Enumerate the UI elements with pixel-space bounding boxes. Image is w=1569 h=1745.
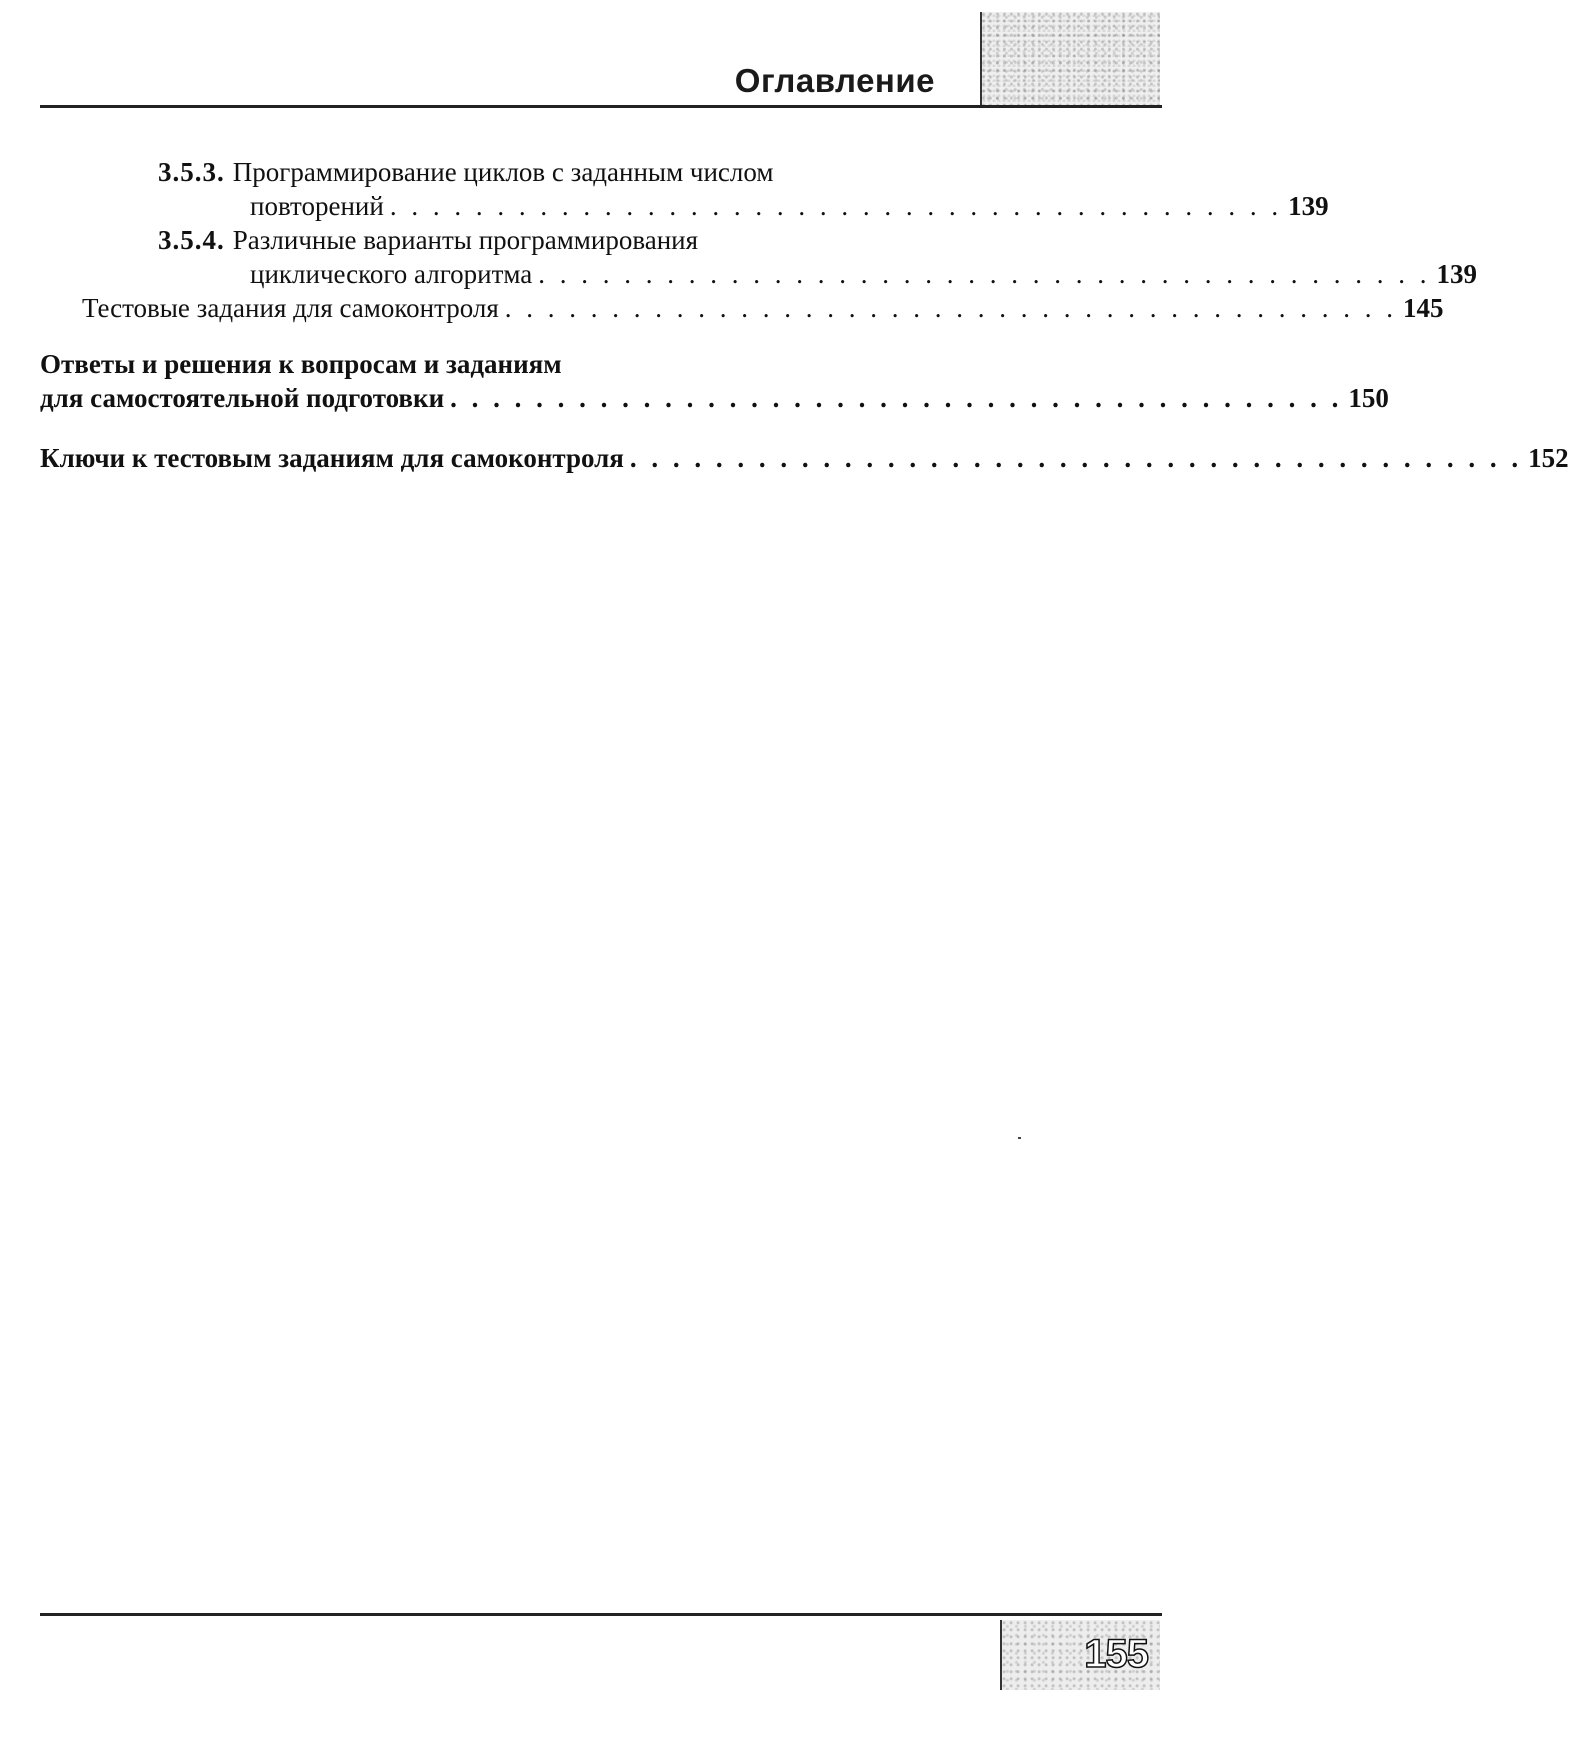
toc-entry-title-cont: циклического алгоритма bbox=[250, 259, 533, 289]
spacer bbox=[40, 415, 1035, 441]
running-header-title: Оглавление bbox=[734, 62, 935, 99]
toc-entry-3-5-4[interactable] bbox=[40, 223, 1035, 257]
toc-entry-number: 3.5.3. bbox=[158, 157, 225, 187]
toc-entry-title: Ответы и решения к вопросам и заданиям bbox=[40, 349, 562, 379]
toc-entry-tests[interactable] bbox=[40, 291, 1444, 325]
toc-entry-title: Различные варианты программирования bbox=[232, 225, 699, 255]
leader-dots: . . . . . . . . . . . . . . . . . . . . . . . . . . . . . . . . . . . . . . . . . . bbox=[504, 293, 1397, 323]
leader-dots: . . . . . . . . . . . . . . . . . . . . . . . . . . . . . . . . . . . . . . . . . . bbox=[629, 443, 1523, 473]
scan-speck bbox=[1018, 1137, 1021, 1139]
toc-entry-3-5-3[interactable] bbox=[40, 155, 1035, 189]
toc-entry-3-5-4-cont[interactable] bbox=[40, 257, 1478, 291]
toc-entry-page: 152 bbox=[1528, 443, 1569, 473]
header-texture-decoration bbox=[980, 12, 1160, 106]
toc-entry-3-5-3-cont[interactable] bbox=[40, 189, 1329, 223]
toc-entry-page: 150 bbox=[1348, 383, 1389, 413]
toc-entry-answers-cont[interactable] bbox=[40, 381, 1389, 415]
toc-entry-title: Тестовые задания для самоконтроля bbox=[82, 293, 499, 323]
toc-entry-title-cont: повторений bbox=[250, 191, 384, 221]
page-number: 155 bbox=[1084, 1632, 1148, 1676]
toc-entry-keys[interactable] bbox=[40, 441, 1569, 475]
toc-entry-page: 139 bbox=[1436, 259, 1478, 289]
toc-entry-title-cont: для самостоятельной подготовки bbox=[40, 383, 445, 413]
page-number-badge bbox=[1000, 1620, 1160, 1690]
leader-dots: . . . . . . . . . . . . . . . . . . . . . . . . . . . . . . . . . . . . . . . . . . bbox=[450, 383, 1343, 413]
toc-entry-page: 139 bbox=[1288, 191, 1329, 221]
toc-entry-page: 145 bbox=[1402, 293, 1444, 323]
toc-entry-answers[interactable] bbox=[40, 347, 1035, 381]
toc-entry-title: Программирование циклов с заданным числом bbox=[232, 157, 774, 187]
leader-dots: . . . . . . . . . . . . . . . . . . . . . . . . . . . . . . . . . . . . . . . . . . bbox=[538, 259, 1431, 289]
toc-entry-title: Ключи к тестовым заданиям для самоконтроля bbox=[40, 443, 624, 473]
table-of-contents bbox=[40, 155, 1569, 475]
leader-dots: . . . . . . . . . . . . . . . . . . . . . . . . . . . . . . . . . . . . . . . . . . bbox=[389, 191, 1283, 221]
toc-entry-number: 3.5.4. bbox=[158, 225, 225, 255]
spacer bbox=[40, 325, 1035, 347]
footer-rule bbox=[40, 1613, 1162, 1616]
header-rule bbox=[40, 105, 1162, 108]
